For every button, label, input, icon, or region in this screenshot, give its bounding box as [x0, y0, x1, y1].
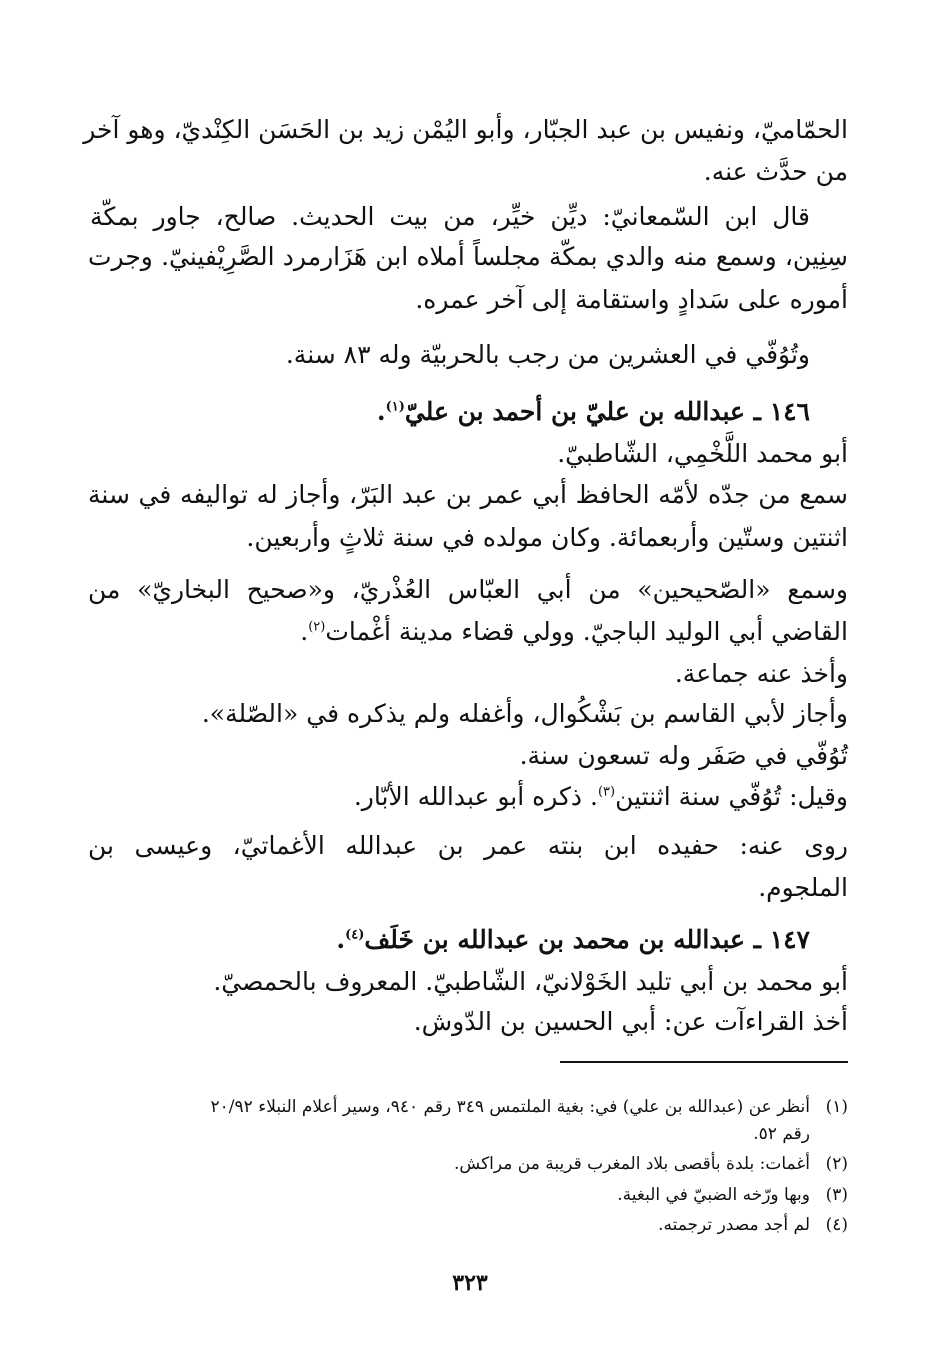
text-line: وأخذ عنه جماعة.: [674, 659, 848, 688]
text-line: [88, 779, 848, 815]
footnote: [88, 1094, 848, 1120]
entry-kunya: أبو محمد اللَّخْمِي، الشّاطبيّ.: [557, 439, 848, 468]
footnote-text: أغمات: بلدة بأقصى بلاد المغرب قريبة من مراكش.: [454, 1154, 810, 1174]
footnote: [88, 1212, 848, 1238]
footnote-ref[interactable]: (٣): [597, 784, 616, 800]
punctuation: .: [376, 397, 386, 426]
footnote-continuation: رقم ٥٢.: [753, 1124, 810, 1144]
text-line: وأجاز لأبي القاسم بن بَشْكُوال، وأغفله ولم يذكره في «الصّلة».: [201, 699, 848, 728]
footnote-separator: [560, 1061, 848, 1063]
text-line: اثنتين وستّين وأربعمائة. وكان مولده في سنة ثلاثٍ وأربعين.: [246, 523, 848, 552]
footnote-ref[interactable]: (١): [385, 399, 405, 415]
footnote-number: (٢): [825, 1154, 848, 1174]
footnote-number: (١): [825, 1097, 848, 1117]
entry-heading-text: ١٤٧ ـ عبدالله بن محمد بن عبدالله بن خَلَف: [364, 925, 810, 954]
footnote: [88, 1182, 848, 1208]
footnote-text: أنظر عن (عبدالله بن علي) في: بغية الملتمس ٣٤٩ رقم ٩٤٠، وسير أعلام النبلاء ٢٠/٩٢: [210, 1097, 810, 1117]
entry-heading: [90, 394, 810, 430]
text-span: . ذكره أبو عبدالله الأبّار.: [353, 782, 598, 811]
footnote: [88, 1151, 848, 1177]
footnote-text: لم أجد مصدر ترجمته.: [658, 1215, 810, 1235]
footnote-number: (٣): [825, 1185, 848, 1205]
text-line: وسمع «الصّحيحين» من أبي العبّاس العُذْريّ، و«صحيح البخاريّ» من: [88, 575, 848, 604]
footnote-number: (٤): [825, 1215, 848, 1235]
text-line: سمع من جدّه لأمّه الحافظ أبي عمر بن عبد البَرّ، وأجاز له تواليفه في سنة: [88, 480, 848, 509]
text-line: الحمّاميّ، ونفيس بن عبد الجبّار، وأبو اليُمْن زيد بن الحَسَن الكِنْديّ، وهو آخر: [83, 115, 848, 144]
text-span: وقيل: تُوُفّي سنة اثنتين: [615, 782, 848, 811]
punctuation: .: [336, 925, 346, 954]
text-line: [88, 614, 848, 650]
text-line: أموره على سَدادٍ واستقامة إلى آخر عمره.: [415, 285, 848, 314]
text-span: القاضي أبي الوليد الباجيّ. وولي قضاء مدينة أغْمات: [325, 617, 848, 646]
text-line: سِنِين، وسمع منه والدي بمكّة مجلساً أملاه ابن هَزَارمرد الصَّرِيْفينيّ. وجرت: [88, 242, 848, 271]
text-line: من حدَّث عنه.: [703, 157, 848, 186]
page-number: ٣٢٣: [452, 1270, 488, 1296]
text-line: روى عنه: حفيده ابن بنته عمر بن عبدالله الأغماتيّ، وعيسى بن: [88, 831, 848, 860]
text-line: وتُوُفّي في العشرين من رجب بالحربيّة وله ٨٣ سنة.: [285, 340, 810, 369]
entry-kunya: أبو محمد بن أبي تليد الخَوْلانيّ، الشّاطبيّ. المعروف بالحمصيّ.: [213, 967, 848, 996]
entry-heading: [90, 922, 810, 958]
punctuation: .: [300, 617, 309, 646]
footnote-ref[interactable]: (٤): [345, 927, 365, 943]
text-line: تُوُفّي في صَفَر وله تسعون سنة.: [519, 741, 848, 770]
text-line: الملجوم.: [758, 873, 848, 902]
text-line: أخذ القراءآت عن: أبي الحسين بن الدّوش.: [413, 1007, 848, 1036]
footnote-text: وبها ورّخه الضبيّ في البغية.: [617, 1185, 810, 1205]
text-line: قال ابن السّمعانيّ: ديِّن خيِّر، من بيت الحديث. صالح، جاور بمكّة: [90, 202, 810, 231]
footnote-ref[interactable]: (٢): [308, 619, 326, 635]
entry-heading-text: ١٤٦ ـ عبدالله بن عليّ بن أحمد بن عليّ: [404, 397, 810, 426]
